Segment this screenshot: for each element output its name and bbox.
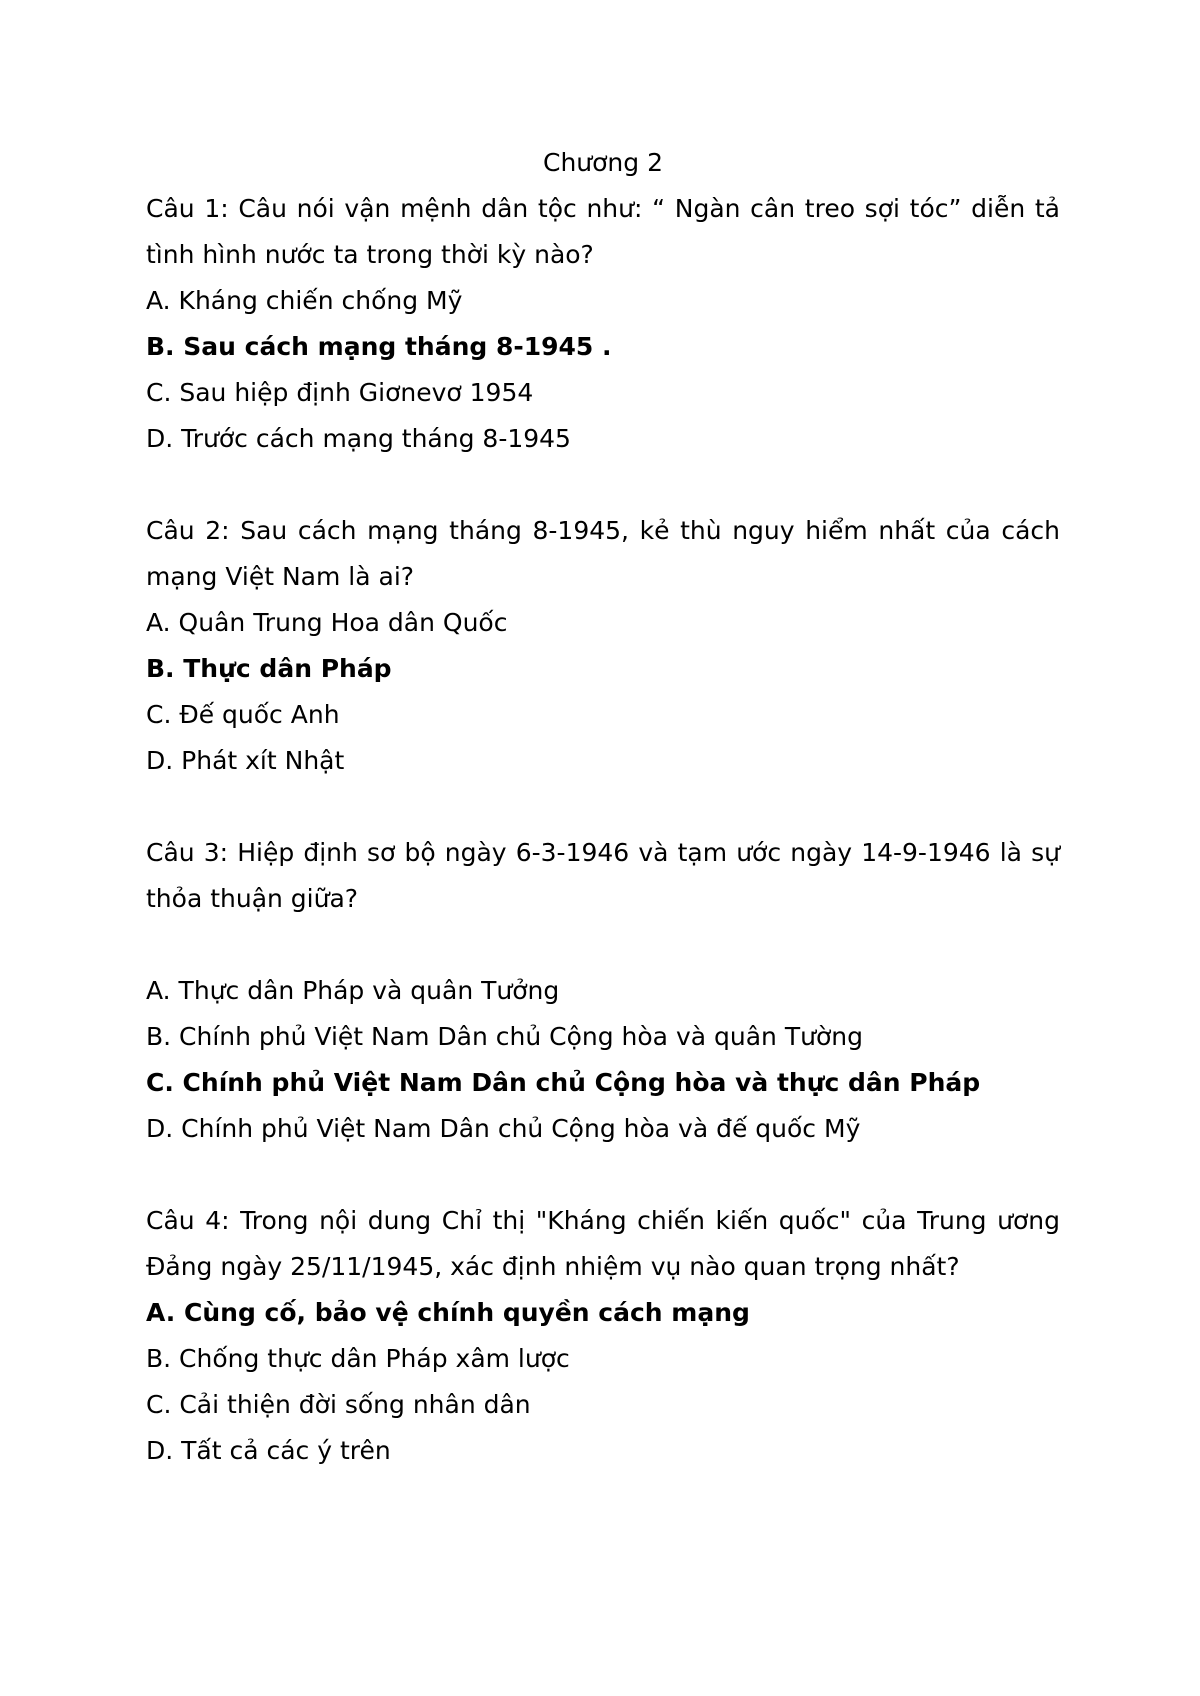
question-text: Câu 3: Hiệp định sơ bộ ngày 6-3-1946 và tạm ước ngày 14-9-1946 là sự thỏa thuận giữa? xyxy=(146,838,1060,913)
option-a: A. Kháng chiến chống Mỹ xyxy=(146,286,463,315)
option-d: D. Tất cả các ý trên xyxy=(146,1436,391,1465)
blank-line xyxy=(146,922,1060,968)
option-c-correct: C. Chính phủ Việt Nam Dân chủ Cộng hòa và thực dân Pháp xyxy=(146,1068,981,1097)
blank-line xyxy=(146,462,1060,508)
option-a-correct: A. Cùng cố, bảo vệ chính quyền cách mạng xyxy=(146,1298,750,1327)
option-b-correct: B. Sau cách mạng tháng 8-1945 . xyxy=(146,332,612,361)
option-d: D. Trước cách mạng tháng 8-1945 xyxy=(146,424,571,453)
question-text: Câu 1: Câu nói vận mệnh dân tộc như: “ Ngàn cân treo sợi tóc” diễn tả tình hình nước ta trong thời kỳ nào? xyxy=(146,194,1060,269)
question-1 xyxy=(146,186,1060,462)
question-2 xyxy=(146,508,1060,784)
question-text: Câu 2: Sau cách mạng tháng 8-1945, kẻ thù nguy hiểm nhất của cách mạng Việt Nam là ai? xyxy=(146,516,1060,591)
option-b: B. Chính phủ Việt Nam Dân chủ Cộng hòa và quân Tường xyxy=(146,1022,863,1051)
option-d: D. Chính phủ Việt Nam Dân chủ Cộng hòa và đế quốc Mỹ xyxy=(146,1114,861,1143)
question-3 xyxy=(146,830,1060,1152)
option-c: C. Đế quốc Anh xyxy=(146,700,340,729)
option-a: A. Quân Trung Hoa dân Quốc xyxy=(146,608,508,637)
option-b: B. Chống thực dân Pháp xâm lược xyxy=(146,1344,570,1373)
document-content xyxy=(146,140,1060,1474)
option-d: D. Phát xít Nhật xyxy=(146,746,345,775)
option-b-correct: B. Thực dân Pháp xyxy=(146,654,392,683)
option-c: C. Sau hiệp định Giơnevơ 1954 xyxy=(146,378,534,407)
option-a: A. Thực dân Pháp và quân Tưởng xyxy=(146,976,560,1005)
option-c: C. Cải thiện đời sống nhân dân xyxy=(146,1390,531,1419)
chapter-title: Chương 2 xyxy=(542,148,663,177)
question-text: Câu 4: Trong nội dung Chỉ thị "Kháng chiến kiến quốc" của Trung ương Đảng ngày 25/11/1945, xác định nhiệm vụ nào quan trọng nhất? xyxy=(146,1206,1060,1281)
question-4 xyxy=(146,1198,1060,1474)
blank-line xyxy=(146,1152,1060,1198)
blank-line xyxy=(146,784,1060,830)
